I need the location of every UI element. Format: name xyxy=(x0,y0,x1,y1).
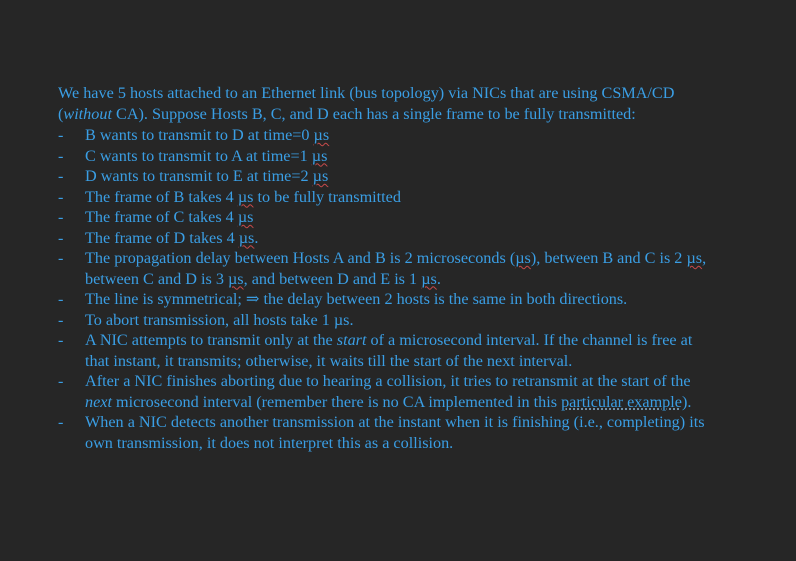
item-text: to be fully transmitted xyxy=(253,187,401,206)
item-text: . xyxy=(254,228,259,247)
list-item xyxy=(58,187,708,208)
unit-text: µs xyxy=(312,167,329,185)
dotted-underline-text: particular example xyxy=(561,392,682,411)
list-item xyxy=(58,371,708,412)
bullet-dash: - xyxy=(58,208,64,226)
item-emphasis: start xyxy=(336,331,367,349)
bullet-dash: - xyxy=(58,290,64,308)
bullet-dash: - xyxy=(58,126,64,144)
list-item xyxy=(58,166,708,187)
list-item xyxy=(58,310,708,331)
unit-text: µs xyxy=(515,249,531,267)
unit-text: µs xyxy=(686,249,703,267)
item-text: microsecond interval (remember there is no CA implemented in this xyxy=(111,392,562,411)
document-body xyxy=(58,83,708,453)
list-item xyxy=(58,228,708,249)
condition-list xyxy=(58,125,708,453)
bullet-dash: - xyxy=(58,187,64,206)
bullet-dash: - xyxy=(58,228,64,247)
list-item xyxy=(58,125,708,146)
item-text: ), between B and C is 2 xyxy=(530,249,687,267)
intro-paragraph xyxy=(58,83,708,124)
bullet-dash: - xyxy=(58,331,64,349)
unit-text: µs xyxy=(227,269,244,288)
unit-text: µs xyxy=(238,228,255,247)
unit-text: µs xyxy=(237,208,254,226)
bullet-dash: - xyxy=(58,310,64,329)
item-text: B wants to transmit to D at time=0 xyxy=(85,126,314,144)
item-text: When a NIC detects another transmission at the instant when it is finishing (i.e., completing) its own transmission, it does not interpret this as a collision. xyxy=(85,413,705,452)
intro-text: We have 5 hosts attached to an Ethernet link (bus topology) via NICs that are using CSMA/CD ( xyxy=(58,84,675,123)
item-text: ). xyxy=(681,392,692,411)
item-text: D wants to transmit to E at time=2 xyxy=(85,167,313,185)
item-text: To abort transmission, all hosts take 1 µs. xyxy=(85,310,354,329)
list-item xyxy=(58,412,708,453)
unit-text: µs xyxy=(313,126,330,144)
item-text: After a NIC finishes aborting due to hearing a collision, it tries to retransmit at the start of the xyxy=(85,372,691,390)
unit-text: µs xyxy=(311,146,328,165)
item-text: The frame of B takes 4 xyxy=(85,187,238,206)
intro-emphasis: without xyxy=(63,104,112,123)
item-text: , between C and D is 3 xyxy=(85,249,707,288)
item-text: The propagation delay between Hosts A and B is 2 microseconds ( xyxy=(85,249,516,267)
item-emphasis: next xyxy=(85,392,112,411)
item-text: , and between D and E is 1 xyxy=(243,269,422,288)
unit-text: µs xyxy=(237,187,254,206)
list-item xyxy=(58,289,708,310)
bullet-dash: - xyxy=(58,167,64,185)
list-item xyxy=(58,207,708,228)
bullet-dash: - xyxy=(58,372,64,390)
bullet-dash: - xyxy=(58,413,64,431)
item-text: . xyxy=(436,269,441,288)
item-text: A NIC attempts to transmit only at the xyxy=(85,331,337,349)
unit-text: µs xyxy=(421,269,437,288)
list-item xyxy=(58,248,708,289)
item-text: The line is symmetrical; ⇒ the delay between 2 hosts is the same in both directions. xyxy=(85,290,628,308)
bullet-dash: - xyxy=(58,249,64,267)
item-text: of a microsecond interval. If the channel is free at that instant, it transmits; otherwise, it waits till the start of the next interval. xyxy=(85,331,693,370)
item-text: The frame of D takes 4 xyxy=(85,228,239,247)
item-text: The frame of C takes 4 xyxy=(85,208,238,226)
bullet-dash: - xyxy=(58,146,64,165)
intro-text: CA). Suppose Hosts B, C, and D each has a single frame to be fully transmitted: xyxy=(111,104,636,123)
list-item xyxy=(58,146,708,167)
list-item xyxy=(58,330,708,371)
item-text: C wants to transmit to A at time=1 xyxy=(85,146,312,165)
